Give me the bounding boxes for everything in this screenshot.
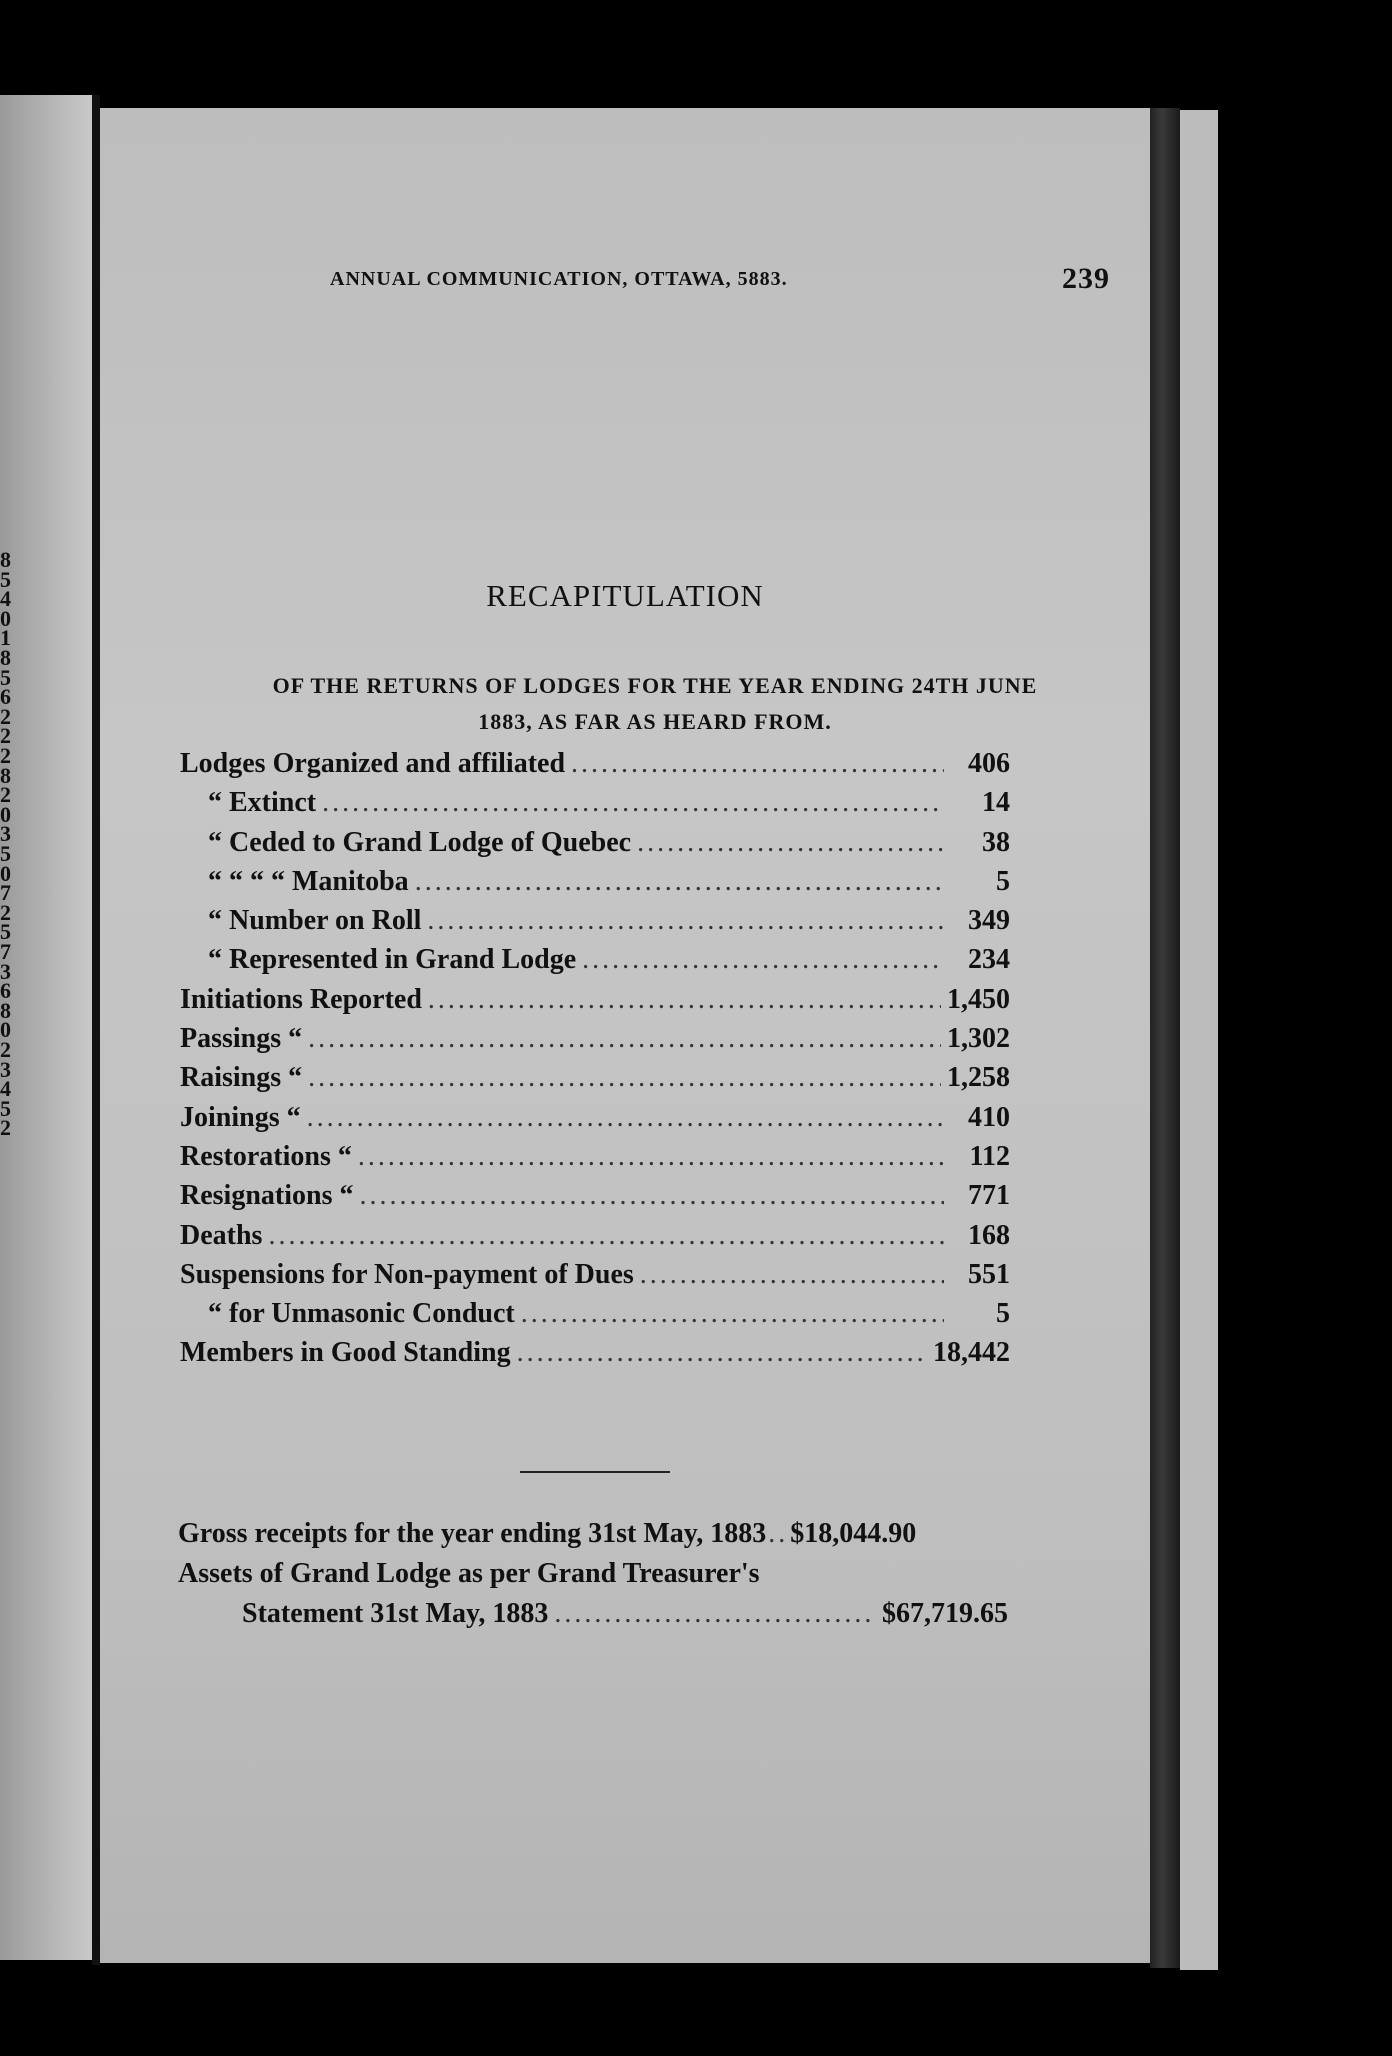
dot-leader	[571, 748, 944, 780]
assets-label-2: Statement 31st May, 1883	[242, 1598, 549, 1629]
divider-rule	[520, 1471, 670, 1473]
recap-row-value: 410	[968, 1101, 1010, 1133]
assets-label-1: Assets of Grand Lodge as per Grand Treasurer's	[178, 1558, 760, 1589]
gross-receipts-value: $18,044.90	[790, 1518, 917, 1549]
gutter-line	[92, 95, 100, 1965]
recap-row-label: “ Number on Roll	[208, 905, 422, 937]
recap-row-label: Initiations Reported	[180, 983, 422, 1015]
left-page-digit: 3	[0, 958, 11, 984]
recap-row	[180, 944, 1010, 983]
left-page-digit: 7	[0, 880, 11, 906]
assets-row-1	[178, 1558, 1008, 1598]
recap-row-label: Resignations “	[180, 1180, 354, 1212]
financial-summary	[178, 1518, 1008, 1638]
recap-row	[180, 1337, 1010, 1376]
recap-row-value: 5	[996, 865, 1010, 897]
recap-row-value: 349	[968, 905, 1010, 937]
left-page-digit: 0	[0, 605, 11, 631]
left-page-digit: 2	[0, 782, 11, 808]
recap-row	[180, 1180, 1010, 1219]
left-page-edge	[0, 95, 92, 1960]
recap-row-value: 5	[996, 1298, 1010, 1330]
recap-row	[180, 748, 1010, 787]
running-title: ANNUAL COMMUNICATION, OTTAWA, 5883.	[330, 268, 788, 290]
recap-row-label: “ Represented in Grand Lodge	[208, 944, 577, 976]
recap-row	[180, 787, 1010, 826]
left-page-digit: 2	[0, 723, 11, 749]
recap-row	[180, 1062, 1010, 1101]
gross-receipts-label: Gross receipts for the year ending 31st May, 1883	[178, 1518, 767, 1549]
dot-leader	[359, 1180, 944, 1212]
left-page-digit: 7	[0, 939, 11, 964]
recap-row	[180, 905, 1010, 944]
recap-row-label: Deaths	[180, 1219, 263, 1251]
dot-leader	[517, 1337, 927, 1369]
left-page-digit: 1	[0, 625, 11, 651]
dot-leader	[322, 787, 944, 819]
dot-leader	[415, 866, 944, 898]
left-page-digit: 4	[0, 586, 11, 612]
left-page-digit: 0	[0, 801, 11, 827]
recap-row-value: 234	[968, 944, 1010, 976]
recap-row	[180, 1220, 1010, 1259]
left-page-digit: 6	[0, 978, 11, 1004]
assets-row-2	[178, 1598, 1008, 1638]
left-page-digit: 6	[0, 684, 11, 710]
left-page-digit: 8	[0, 997, 11, 1023]
recap-row-value: 771	[968, 1180, 1010, 1212]
left-page-digit: 2	[0, 1115, 11, 1141]
recap-row-value: 18,442	[933, 1337, 1010, 1369]
recap-row	[180, 1023, 1010, 1062]
dot-leader	[427, 905, 944, 937]
page-heading: RECAPITULATION	[486, 578, 764, 613]
right-strip	[1180, 110, 1218, 1970]
left-page-digit: 5	[0, 1095, 11, 1121]
dot-leader	[428, 984, 941, 1016]
dot-leader	[358, 1141, 944, 1173]
left-page-digit: 5	[0, 566, 11, 592]
subheading-line-2: 1883, AS FAR AS HEARD FROM.	[478, 709, 832, 734]
recap-row-label: “ Ceded to Grand Lodge of Quebec	[208, 826, 632, 858]
recap-row-label: Passings “	[180, 1023, 303, 1055]
dot-leader	[640, 1259, 944, 1291]
dot-leader	[521, 1298, 944, 1330]
dot-leader	[268, 1220, 944, 1252]
left-page-digit: 0	[0, 1017, 11, 1043]
recap-row-label: Suspensions for Non-payment of Dues	[180, 1258, 634, 1290]
left-page-digit: 2	[0, 1037, 11, 1062]
left-page-digit: 5	[0, 664, 11, 690]
left-page-digit: 2	[0, 703, 11, 729]
recap-row-label: Lodges Organized and affiliated	[180, 748, 566, 779]
dot-leader	[637, 827, 944, 859]
recap-row	[180, 827, 1010, 866]
recap-table	[180, 748, 1010, 1377]
recap-row-value: 1,450	[947, 983, 1010, 1015]
left-page-digit: 8	[0, 547, 11, 572]
left-page-digit: 4	[0, 1076, 11, 1102]
recap-row-value: 14	[982, 787, 1010, 819]
dot-leader	[308, 1023, 941, 1055]
recap-row	[180, 1141, 1010, 1180]
left-page-digit: 8	[0, 645, 11, 670]
dot-leader	[308, 1062, 941, 1094]
right-page-edge	[1150, 108, 1180, 1968]
recap-row-label: “ for Unmasonic Conduct	[208, 1298, 515, 1330]
recap-row	[180, 984, 1010, 1023]
dot-leader	[582, 944, 944, 976]
recap-row-label: Restorations “	[180, 1140, 352, 1172]
left-page-digit: 3	[0, 821, 11, 847]
recap-row-value: 1,258	[947, 1062, 1010, 1094]
recap-row	[180, 866, 1010, 905]
recap-row	[180, 1102, 1010, 1141]
recap-row-value: 38	[982, 826, 1010, 858]
left-page-digit: 3	[0, 1056, 11, 1082]
recap-row	[180, 1259, 1010, 1298]
left-page-digit: 8	[0, 762, 11, 788]
subheading-line-1: OF THE RETURNS OF LODGES FOR THE YEAR ENDING 24TH JUNE	[272, 673, 1038, 698]
recap-row-label: “ “ “ “ Manitoba	[208, 865, 409, 897]
book-page	[100, 108, 1150, 1963]
recap-row-label: Raisings “	[180, 1062, 303, 1094]
page-subheading	[190, 668, 1120, 740]
recap-row-label: Joinings “	[180, 1101, 301, 1133]
left-page-digit: 5	[0, 841, 11, 866]
recap-row-value: 168	[968, 1219, 1010, 1251]
left-page-digit: 0	[0, 860, 11, 886]
recap-row-value: 406	[968, 748, 1010, 779]
gross-receipts-row	[178, 1518, 1008, 1558]
recap-row-value: 112	[969, 1140, 1010, 1172]
dot-leader	[307, 1102, 944, 1134]
recap-row	[180, 1298, 1010, 1337]
running-head	[330, 262, 1110, 295]
left-page-digit: 5	[0, 919, 11, 945]
left-page-digit: 2	[0, 743, 11, 768]
recap-row-value: 1,302	[947, 1023, 1010, 1055]
page-number: 239	[1062, 262, 1110, 295]
recap-row-value: 551	[968, 1258, 1010, 1290]
left-page-digit: 2	[0, 899, 11, 925]
recap-row-label: Members in Good Standing	[180, 1337, 511, 1369]
recap-row-label: “ Extinct	[208, 787, 317, 819]
assets-value: $67,719.65	[882, 1598, 1008, 1629]
